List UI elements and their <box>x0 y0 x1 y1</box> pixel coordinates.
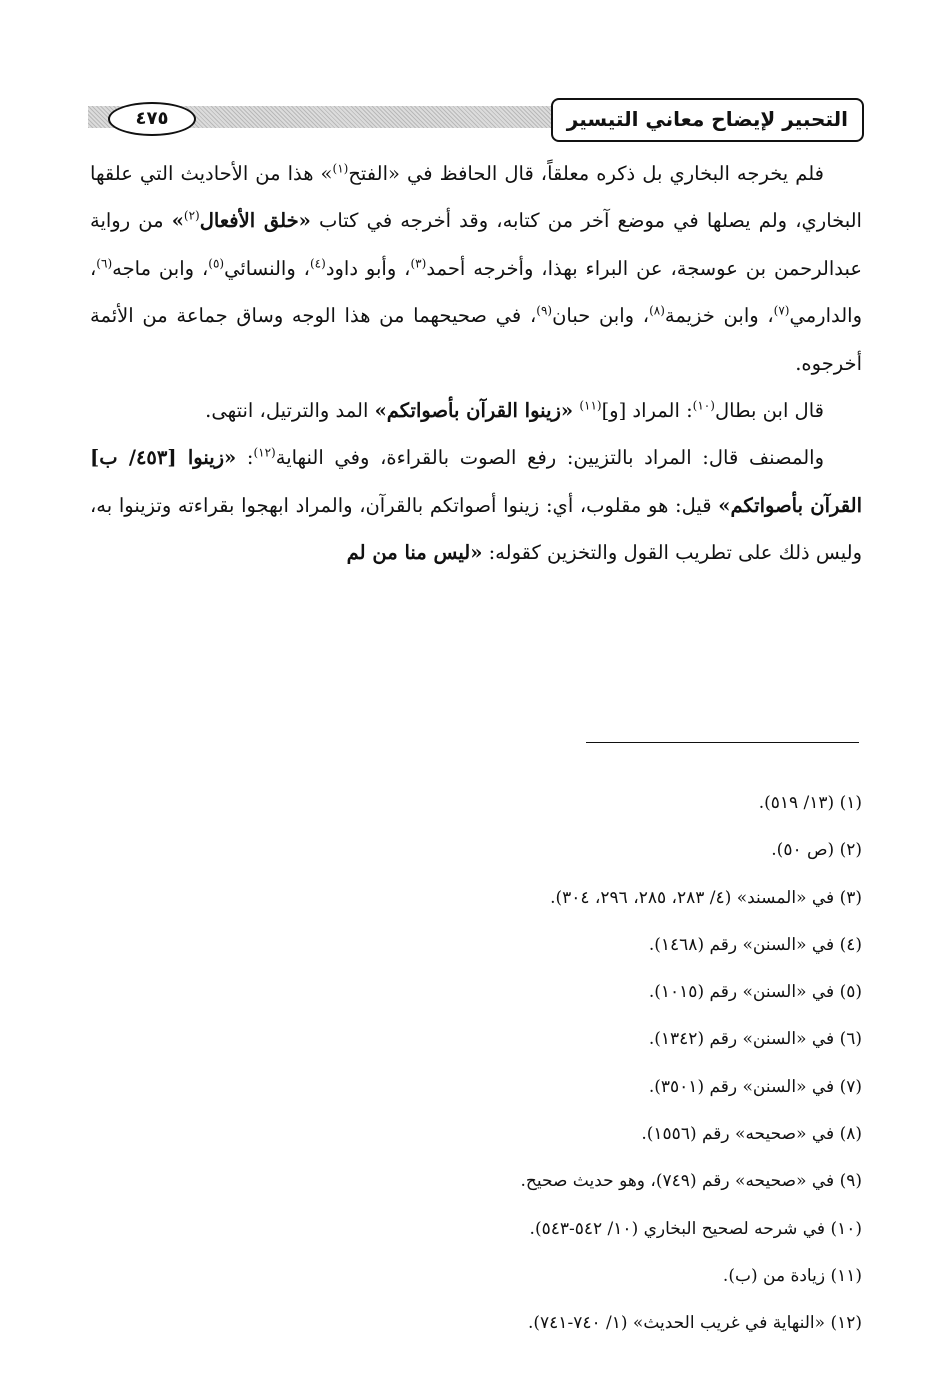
footnote: (٨) في «صحيحه» رقم (١٥٥٦). <box>641 1124 862 1145</box>
text-run: قيل: هو مقلوب، أي: زينوا أصواتكم بالقرآن، والمراد ابهجوا بقراءته وتزينوا به، وليس ذلك على تطريب القول والتخزين كقوله: <box>90 493 862 565</box>
footnote-marker: (١٠) <box>692 398 715 413</box>
footnote-marker: (٦) <box>96 256 113 271</box>
footnote-marker: (١١) <box>579 398 602 413</box>
footnote: (١١) زيادة من (ب). <box>722 1265 862 1286</box>
footnote-marker: (١) <box>332 161 349 176</box>
text-run: : المراد [و] <box>601 399 693 423</box>
footnotes-list <box>90 780 862 1348</box>
footnote: (٣) في «المسند» (٤/ ٢٨٣، ٢٨٥، ٢٩٦، ٣٠٤). <box>550 887 862 908</box>
footnote: (١٢) «النهاية في غريب الحديث» (١/ ٧٤٠-٧٤١). <box>528 1313 862 1334</box>
footnote-marker: (٥) <box>208 256 225 271</box>
bold-text: «ليس منا من لم <box>346 541 483 565</box>
text-run: ، والنسائي <box>224 256 310 280</box>
bold-text: «خلق الأفعال <box>199 209 311 233</box>
footnote: (٥) في «السنن» رقم (١٠١٥). <box>648 982 862 1003</box>
text-run: قال ابن بطال <box>714 399 824 423</box>
footnote: (١) (١٣/ ٥١٩). <box>758 793 862 813</box>
footnote: (٧) في «السنن» رقم (٣٥٠١). <box>648 1076 862 1097</box>
text-run: ، والدارمي <box>90 256 863 328</box>
footnote: (٩) في «صحيحه» رقم (٧٤٩)، وهو حديث صحيح. <box>520 1171 862 1192</box>
text-run: ، في صحيحهما من هذا الوجه وساق جماعة من الأئمة أخرجوه. <box>90 304 862 375</box>
footnote: (١٠) في شرحه لصحيح البخاري (١٠/ ٥٤٢-٥٤٣). <box>529 1218 862 1239</box>
page-header <box>88 98 864 142</box>
text-run: » هذا من الأحاديث التي علقها البخاري، ولم يصلها في موضع آخر من كتابه، وقد أخرجه في كتاب <box>90 162 862 233</box>
footnote-marker: (٨) <box>649 303 665 318</box>
page-number: ٤٧٥ <box>108 102 196 136</box>
paragraph <box>90 387 862 434</box>
footnote-divider <box>586 742 859 743</box>
bold-text: «زينوا القرآن بأصواتكم» <box>374 399 574 423</box>
paragraph <box>90 150 862 387</box>
text-run: فلم يخرجه البخاري بل ذكره معلقاً، قال الحافظ في «الفتح <box>348 162 825 185</box>
book-title: التحبير لإيضاح معاني التيسير <box>551 98 864 142</box>
footnote-marker: (٣) <box>410 256 427 271</box>
footnote-marker: (٩) <box>536 303 553 318</box>
text-run: المد والترتيل، انتهى. <box>205 399 375 423</box>
text-run: ، وأبو داود <box>325 256 411 280</box>
footnote-marker: (٢) <box>183 208 200 223</box>
footnote-marker: (٤) <box>309 256 326 271</box>
text-run: من رواية عبدالرحمن بن عوسجة، عن البراء بهذا، وأخرجه أحمد <box>90 209 862 280</box>
text-run: : <box>236 446 254 470</box>
footnote-marker: (١٢) <box>253 445 276 460</box>
footnote: (٢) (ص ٥٠). <box>771 840 862 861</box>
main-text <box>90 150 862 577</box>
bold-text: «زينوا [٤٥٣/ ب] القرآن بأصواتكم» <box>90 446 862 517</box>
text-run: ، وابن ماجه <box>112 256 209 280</box>
footnote: (٤) في «السنن» رقم (١٤٦٨). <box>648 934 862 955</box>
paragraph <box>90 434 862 576</box>
text-run: ، وابن حبان <box>552 304 650 328</box>
text-run: والمصنف قال: المراد بالتزيين: رفع الصوت بالقراءة، وفي النهاية <box>275 446 824 470</box>
bold-text: » <box>171 209 184 233</box>
text-run: ، وابن خزيمة <box>664 304 774 328</box>
footnote: (٦) في «السنن» رقم (١٣٤٢). <box>648 1029 862 1050</box>
footnote-marker: (٧) <box>773 303 790 318</box>
